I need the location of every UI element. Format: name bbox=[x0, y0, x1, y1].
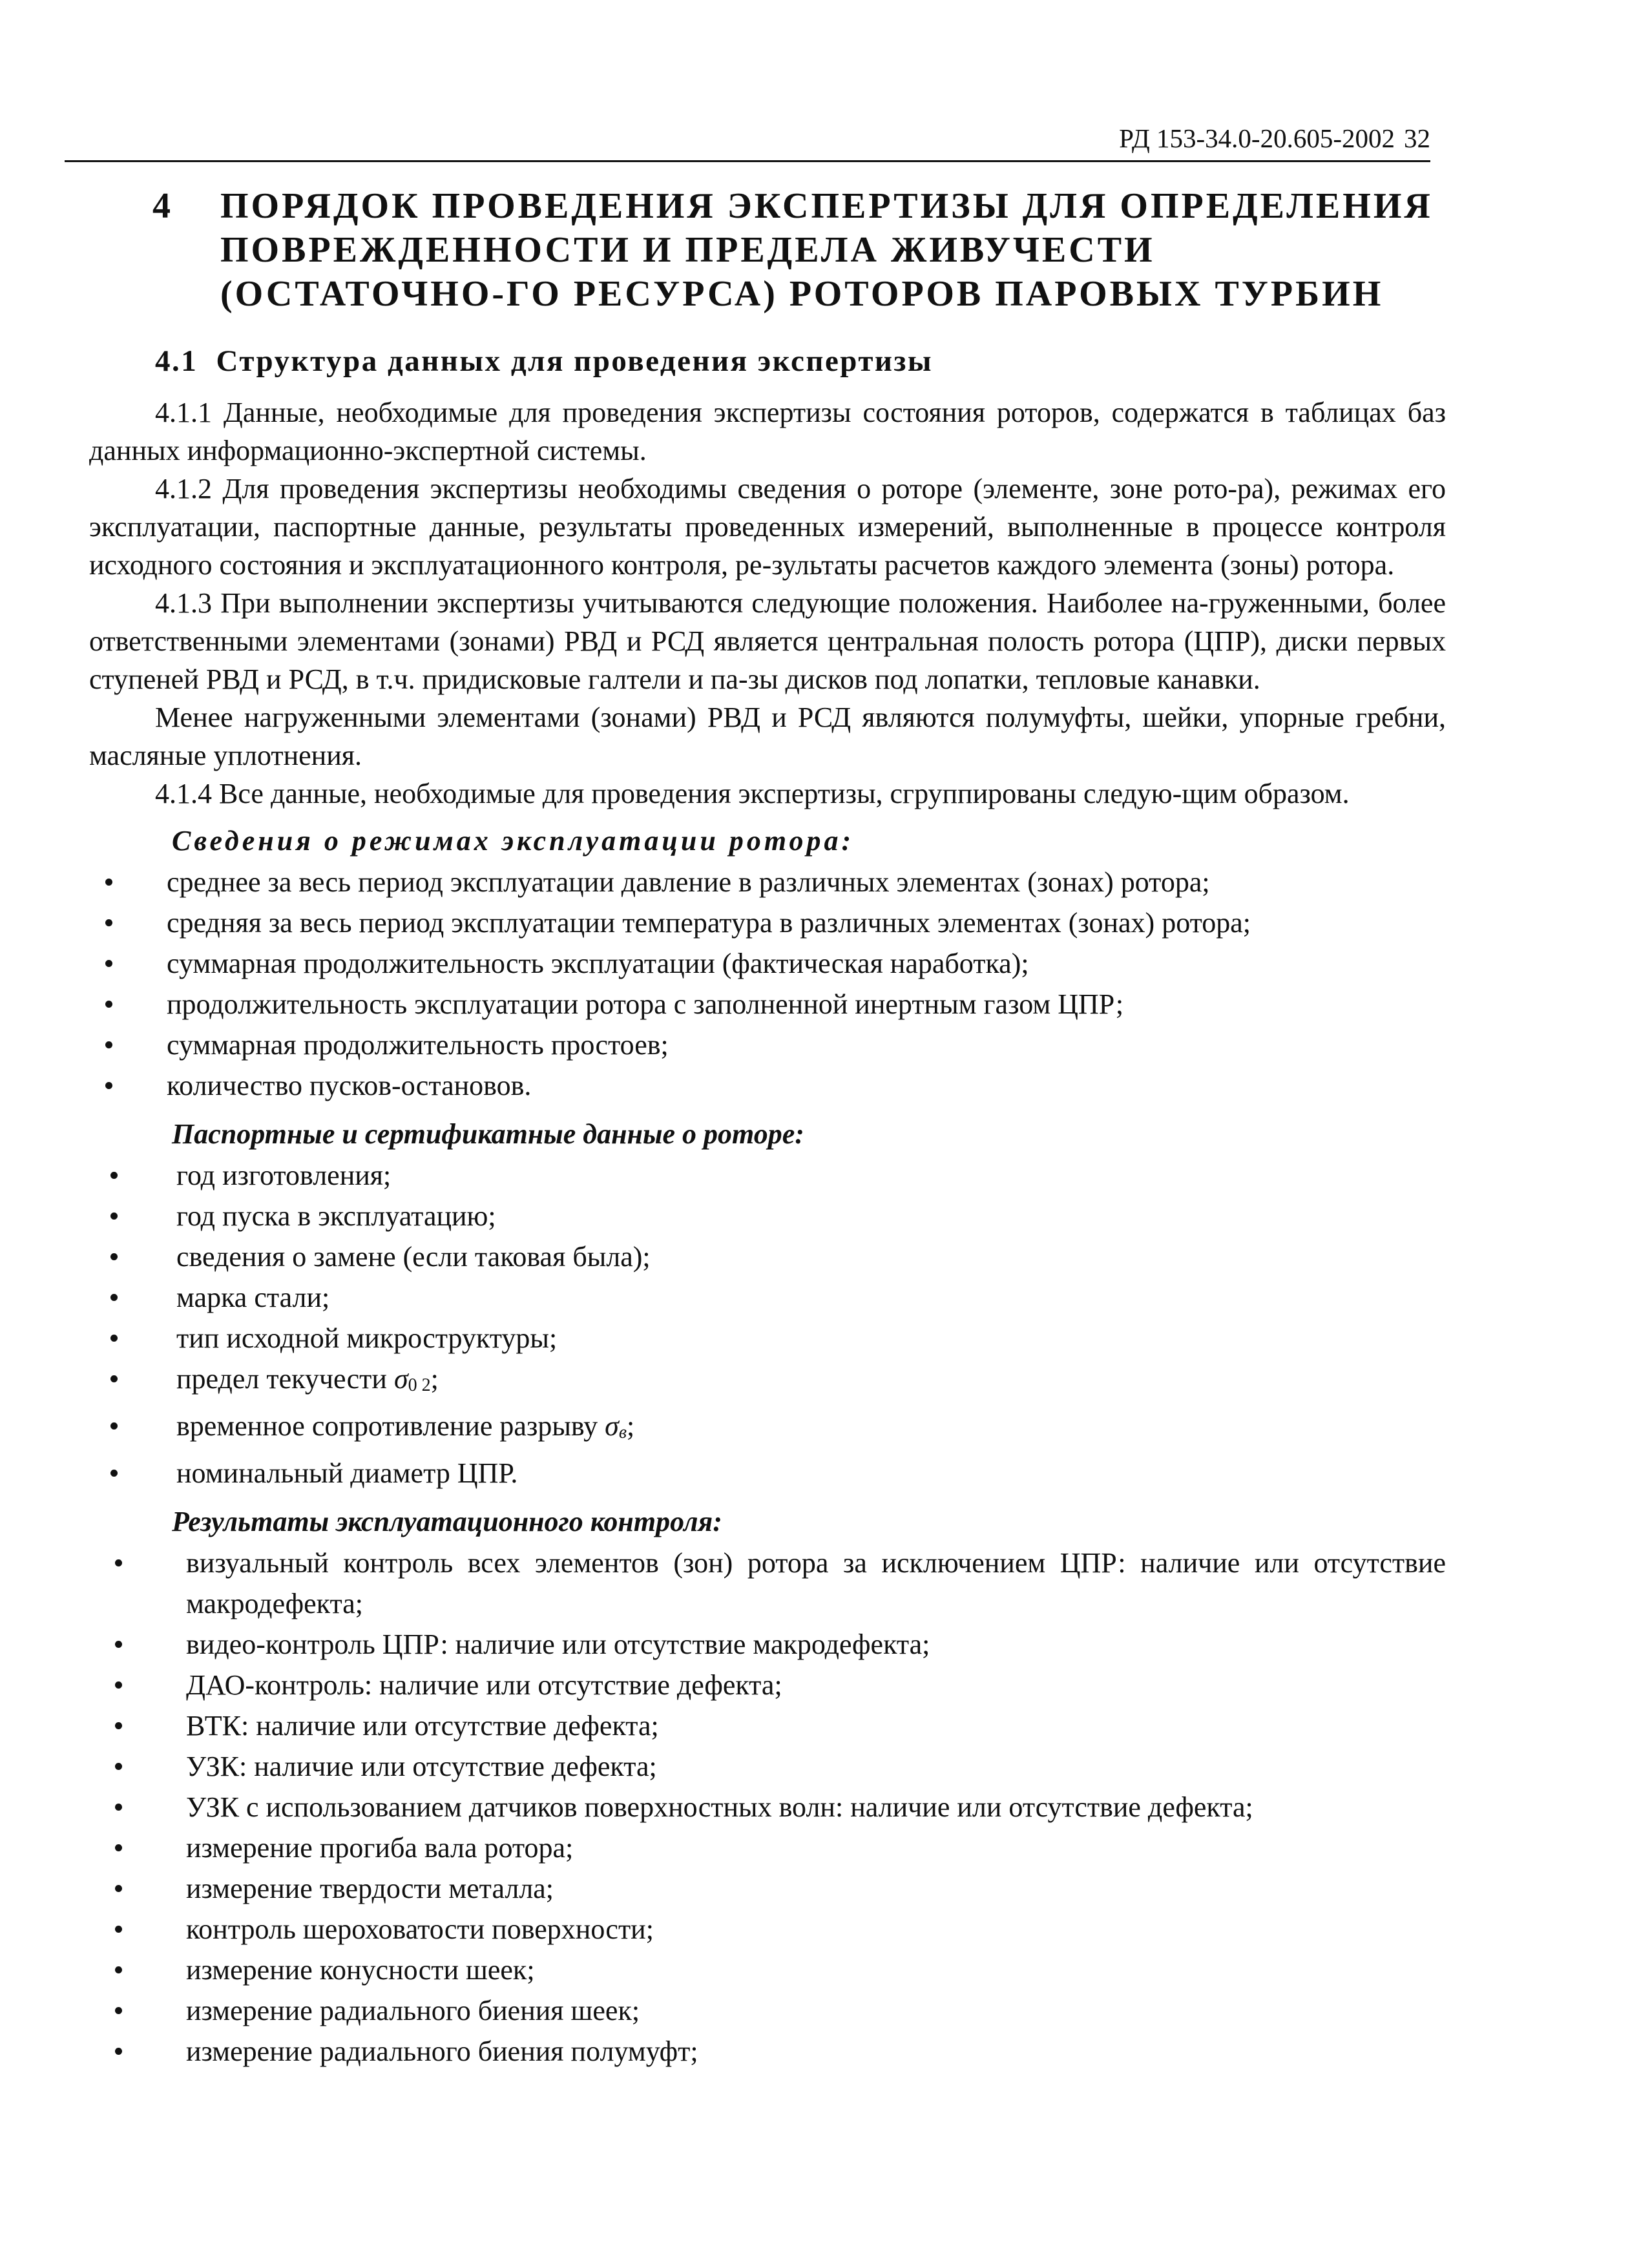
list-item: средняя за весь период эксплуатации температура в различных элементах (зонах) ротора; bbox=[89, 902, 1446, 943]
yield-text: предел текучести bbox=[176, 1363, 394, 1395]
list-item: продолжительность эксплуатации ротора с заполненной инертным газом ЦПР; bbox=[89, 984, 1446, 1025]
list-item: суммарная продолжительность простоев; bbox=[89, 1025, 1446, 1065]
page-header bbox=[0, 123, 1650, 161]
control-heading: Результаты эксплуатационного контроля: bbox=[172, 1506, 722, 1537]
sigma-symbol: σ bbox=[605, 1410, 619, 1442]
list-item: измерение радиального биения шеек; bbox=[89, 1990, 1446, 2031]
subsection-number: 4.1 bbox=[155, 344, 198, 378]
list-item: марка стали; bbox=[89, 1277, 1446, 1318]
modes-heading: Сведения о режимах эксплуатации ротора: bbox=[172, 825, 855, 857]
list-item: год изготовления; bbox=[89, 1155, 1446, 1196]
list-item: год пуска в эксплуатацию; bbox=[89, 1196, 1446, 1236]
modes-list bbox=[89, 862, 1446, 1106]
list-item-yield-strength bbox=[89, 1358, 1446, 1406]
section-heading bbox=[89, 184, 1446, 316]
list-item: среднее за весь период эксплуатации давление в различных элементах (зонах) ротора; bbox=[89, 862, 1446, 902]
list-item: ДАО-контроль: наличие или отсутствие дефекта; bbox=[89, 1665, 1446, 1705]
control-list bbox=[89, 1543, 1446, 2072]
paragraph-less-loaded: Менее нагруженными элементами (зонами) РВД и РСД являются полумуфты, шейки, упорные гребни, масляные уплотнения. bbox=[89, 702, 1446, 771]
subsection-title: Структура данных для проведения экспертизы bbox=[216, 344, 934, 378]
list-item: количество пусков-остановов. bbox=[89, 1065, 1446, 1106]
tensile-end: ; bbox=[627, 1410, 635, 1442]
list-item: ВТК: наличие или отсутствие дефекта; bbox=[89, 1705, 1446, 1746]
header-divider bbox=[65, 160, 1430, 162]
list-item: УЗК: наличие или отсутствие дефекта; bbox=[89, 1746, 1446, 1787]
page-number: 32 bbox=[1404, 123, 1430, 153]
list-item: измерение конусности шеек; bbox=[89, 1950, 1446, 1990]
sigma-subscript: в bbox=[618, 1422, 627, 1442]
page-body bbox=[89, 184, 1446, 2072]
list-item-tensile-strength bbox=[89, 1406, 1446, 1453]
list-item: суммарная продолжительность эксплуатации (фактическая наработка); bbox=[89, 943, 1446, 984]
section-number: 4 bbox=[152, 186, 173, 226]
subsection-heading bbox=[155, 342, 1446, 380]
paragraph-4-1-2: 4.1.2 Для проведения экспертизы необходимы сведения о роторе (элементе, зоне рото-ра), режимах его эксплуатации, паспортные данные, результаты проведенных измерений, выполненные в процессе контроля исходного состояния и эксплуатационного контроля, ре-зультаты расчетов каждого элемента (зоны) ротора. bbox=[89, 473, 1446, 581]
list-item: измерение радиального биения полумуфт; bbox=[89, 2031, 1446, 2072]
paragraph-4-1-1: 4.1.1 Данные, необходимые для проведения экспертизы состояния роторов, содержатся в таблицах баз данных информационно-экспертной системы. bbox=[89, 397, 1446, 466]
document-code: РД 153-34.0-20.605-2002 bbox=[1119, 123, 1395, 153]
paragraph-4-1-3: 4.1.3 При выполнении экспертизы учитываются следующие положения. Наиболее на-груженными, более ответственными элементами (зонами) РВД и РСД является центральная полость ротора (ЦПР), диски первых ступеней РВД и РСД, в т.ч. придисковые галтели и па-зы дисков под лопатки, тепловые канавки. bbox=[89, 587, 1446, 695]
list-item: тип исходной микроструктуры; bbox=[89, 1318, 1446, 1358]
list-item: измерение твердости металла; bbox=[89, 1868, 1446, 1909]
list-item: видео-контроль ЦПР: наличие или отсутствие макродефекта; bbox=[89, 1624, 1446, 1665]
yield-end: ; bbox=[430, 1363, 439, 1395]
tensile-text: временное сопротивление разрыву bbox=[176, 1410, 605, 1442]
list-item: номинальный диаметр ЦПР. bbox=[89, 1453, 1446, 1493]
passport-heading: Паспортные и сертификатные данные о роторе: bbox=[172, 1118, 804, 1150]
list-item: УЗК с использованием датчиков поверхностных волн: наличие или отсутствие дефекта; bbox=[89, 1787, 1446, 1827]
paragraph-4-1-4: 4.1.4 Все данные, необходимые для проведения экспертизы, сгруппированы следую-щим образом. bbox=[155, 778, 1350, 809]
list-item: измерение прогиба вала ротора; bbox=[89, 1827, 1446, 1868]
section-title: ПОРЯДОК ПРОВЕДЕНИЯ ЭКСПЕРТИЗЫ ДЛЯ ОПРЕДЕЛЕНИЯ ПОВРЕЖДЕННОСТИ И ПРЕДЕЛА ЖИВУЧЕСТИ (ОСТАТОЧНО-ГО РЕСУРСА) РОТОРОВ ПАРОВЫХ ТУРБИН bbox=[220, 186, 1433, 314]
sigma-symbol: σ bbox=[393, 1363, 408, 1395]
list-item: контроль шероховатости поверхности; bbox=[89, 1909, 1446, 1950]
list-item: сведения о замене (если таковая была); bbox=[89, 1236, 1446, 1277]
passport-list bbox=[89, 1155, 1446, 1493]
list-item: визуальный контроль всех элементов (зон) ротора за исключением ЦПР: наличие или отсутствие макродефекта; bbox=[89, 1543, 1446, 1624]
sigma-subscript: 0 2 bbox=[408, 1375, 431, 1395]
